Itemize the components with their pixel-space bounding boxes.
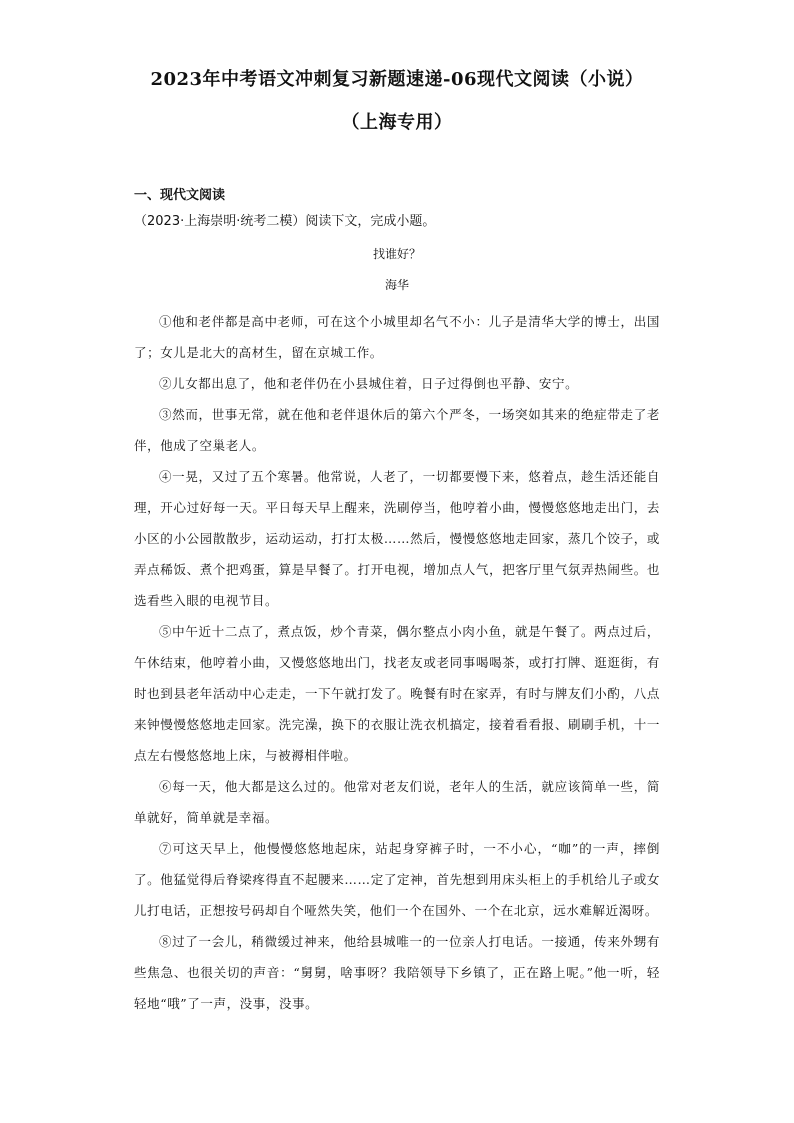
section-heading: 一、现代文阅读 [134, 188, 226, 203]
title-line-1: 2023年中考语文冲刺复习新题速递-06现代文阅读（小说） [150, 69, 644, 90]
source-line: （2023·上海崇明·统考二模）阅读下文，完成小题。 [134, 214, 436, 229]
story-title: 找谁好？ [372, 247, 421, 261]
paragraph-2: ②儿女都出息了，他和老伴仍在小县城住着，日子过得倒也平静、安宁。 [159, 376, 579, 391]
story-author: 海华 [384, 278, 409, 292]
paragraph-7: ⑦可这天早上，他慢慢悠悠地起床，站起身穿裤子时，一不小心，“咖”的一声，摔倒了。他猛觉得后脊梁疼得直不起腰来……定了定神，首先想到用床头柜上的手机给儿子或女儿打电话，正想按号码却自个哑然失笑，他们一个在国外、一个在北京，远水难解近渴呀。 [134, 841, 660, 918]
paragraph-5: ⑤中午近十二点了，煮点饭，炒个青菜，偶尔整点小肉小鱼，就是午餐了。两点过后，午休结束，他哼着小曲，又慢悠悠地出门，找老友或老同事喝喝茶，或打打牌、逛逛街，有时也到县老年活动中心走走，一下午就打发了。晚餐有时在家弄，有时与牌友们小酌，八点来钟慢慢悠悠地走回家。洗完澡，换下的衣服让洗衣机搞定，接着看看报、刷刷手机，十一点左右慢悠悠地上床，与被褥相伴啦。 [134, 624, 660, 763]
paragraph-4: ④一晃，又过了五个寒暑。他常说，人老了，一切都要慢下来，悠着点，趁生活还能自理，开心过好每一天。平日每天早上醒来，洗刷停当，他哼着小曲，慢慢悠悠地走出门，去小区的小公园散散步，运动运动，打打太极……然后，慢慢悠悠地走回家，蒸几个饺子，或弄点稀饭、煮个把鸡蛋，算是早餐了。打开电视，增加点人气，把客厅里气氛弄热闹些。也选看些入眼的电视节目。 [134, 469, 660, 608]
paragraph-3: ③然而，世事无常，就在他和老伴退休后的第六个严冬，一场突如其来的绝症带走了老伴，他成了空巢老人。 [134, 407, 660, 453]
paragraph-1: ①他和老伴都是高中老师，可在这个小城里却名气不小：儿子是清华大学的博士，出国了；女儿是北大的高材生，留在京城工作。 [134, 314, 660, 360]
paragraph-6: ⑥每一天，他大都是这么过的。他常对老友们说，老年人的生活，就应该简单一些，简单就好，简单就是幸福。 [134, 779, 660, 825]
document-title [0, 66, 794, 137]
story-body [134, 306, 660, 1019]
paragraph-8: ⑧过了一会儿，稍微缓过神来，他给县城唯一的一位亲人打电话。一接通，传来外甥有些焦急、也很关切的声音：“舅舅，啥事呀？我陪领导下乡镇了，正在路上呢。”他一听，轻轻地“哦”了一声，没事，没事。 [134, 934, 660, 1011]
title-line-2: （上海专用） [341, 112, 453, 133]
